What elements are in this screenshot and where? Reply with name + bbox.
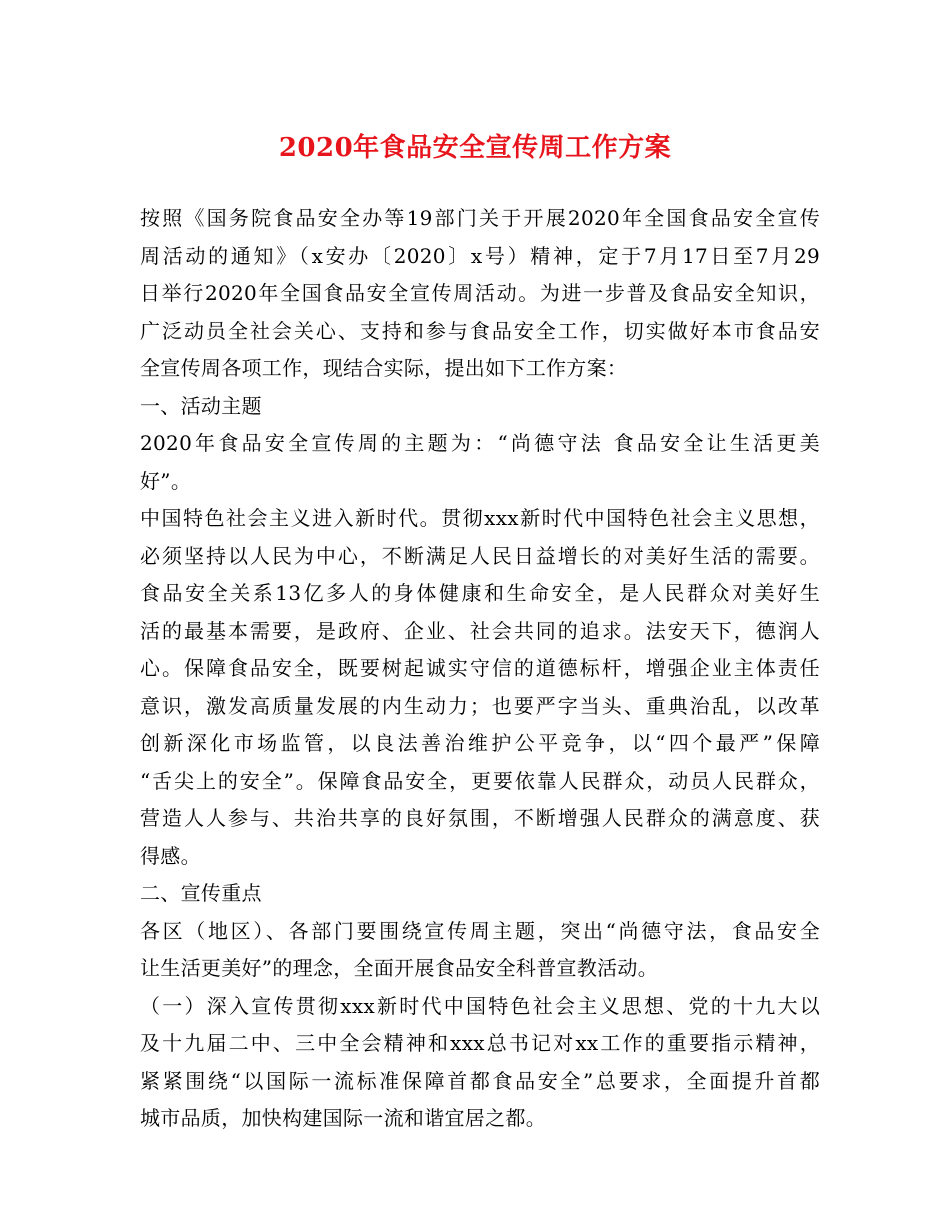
text-line: （一）深入宣传贯彻xxx新时代中国特色社会主义思想、党的十九大以	[140, 993, 820, 1018]
text-line: 创新深化市场监管，以良法善治维护公平竞争，以“四个最严”保障	[140, 731, 820, 755]
text-line: 得感。	[140, 843, 201, 868]
text-line: 中国特色社会主义进入新时代。贯彻xxx新时代中国特色社会主义思想，	[140, 506, 820, 530]
text-line: 2020年食品安全宣传周的主题为：“尚德守法 食品安全让生活更美	[140, 431, 820, 455]
text-line: 好”。	[140, 468, 192, 493]
text-line: 及十九届二中、三中全会精神和xxx总书记对xx工作的重要指示精神，	[140, 1031, 820, 1055]
text-line: “舌尖上的安全”。保障食品安全，更要依靠人民群众，动员人民群众，	[140, 768, 820, 793]
text-line: 食品安全关系13亿多人的身体健康和生命安全，是人民群众对美好生	[140, 581, 820, 605]
text-line: 意识，激发高质量发展的内生动力；也要严字当头、重典治乱，以改革	[140, 693, 820, 718]
text-line: 日举行2020年全国食品安全宣传周活动。为进一步普及食品安全知识，	[140, 281, 820, 305]
text-line: 让生活更美好”的理念，全面开展食品安全科普宣教活动。	[140, 956, 659, 980]
text-line: 广泛动员全社会关心、支持和参与食品安全工作，切实做好本市食品安	[140, 318, 820, 343]
text-line: 营造人人参与、共治共享的良好氛围，不断增强人民群众的满意度、获	[140, 806, 820, 830]
text-line: 紧紧围绕“以国际一流标准保障首都食品安全”总要求，全面提升首都	[140, 1068, 820, 1093]
text-line: 城市品质，加快构建国际一流和谐宜居之都。	[140, 1106, 546, 1130]
document-body	[140, 200, 820, 1138]
text-line: 活的最基本需要，是政府、企业、社会共同的追求。法安天下，德润人	[140, 618, 820, 643]
text-line: 全宣传周各项工作，现结合实际，提出如下工作方案：	[140, 356, 628, 380]
text-line: 周活动的通知》（x安办〔2020〕x号）精神，定于7月17日至7月29	[140, 243, 820, 268]
text-line: 二、宣传重点	[140, 881, 262, 905]
text-line: 一、活动主题	[140, 393, 262, 418]
text-line: 各区（地区）、各部门要围绕宣传周主题，突出“尚德守法，食品安全	[140, 918, 820, 943]
text-line: 必须坚持以人民为中心，不断满足人民日益增长的对美好生活的需要。	[140, 543, 820, 568]
document-title: 2020年食品安全宣传周工作方案	[278, 133, 672, 163]
text-line: 按照《国务院食品安全办等19部门关于开展2020年全国食品安全宣传	[140, 206, 820, 230]
text-line: 心。保障食品安全，既要树起诚实守信的道德标杆，增强企业主体责任	[140, 656, 820, 680]
